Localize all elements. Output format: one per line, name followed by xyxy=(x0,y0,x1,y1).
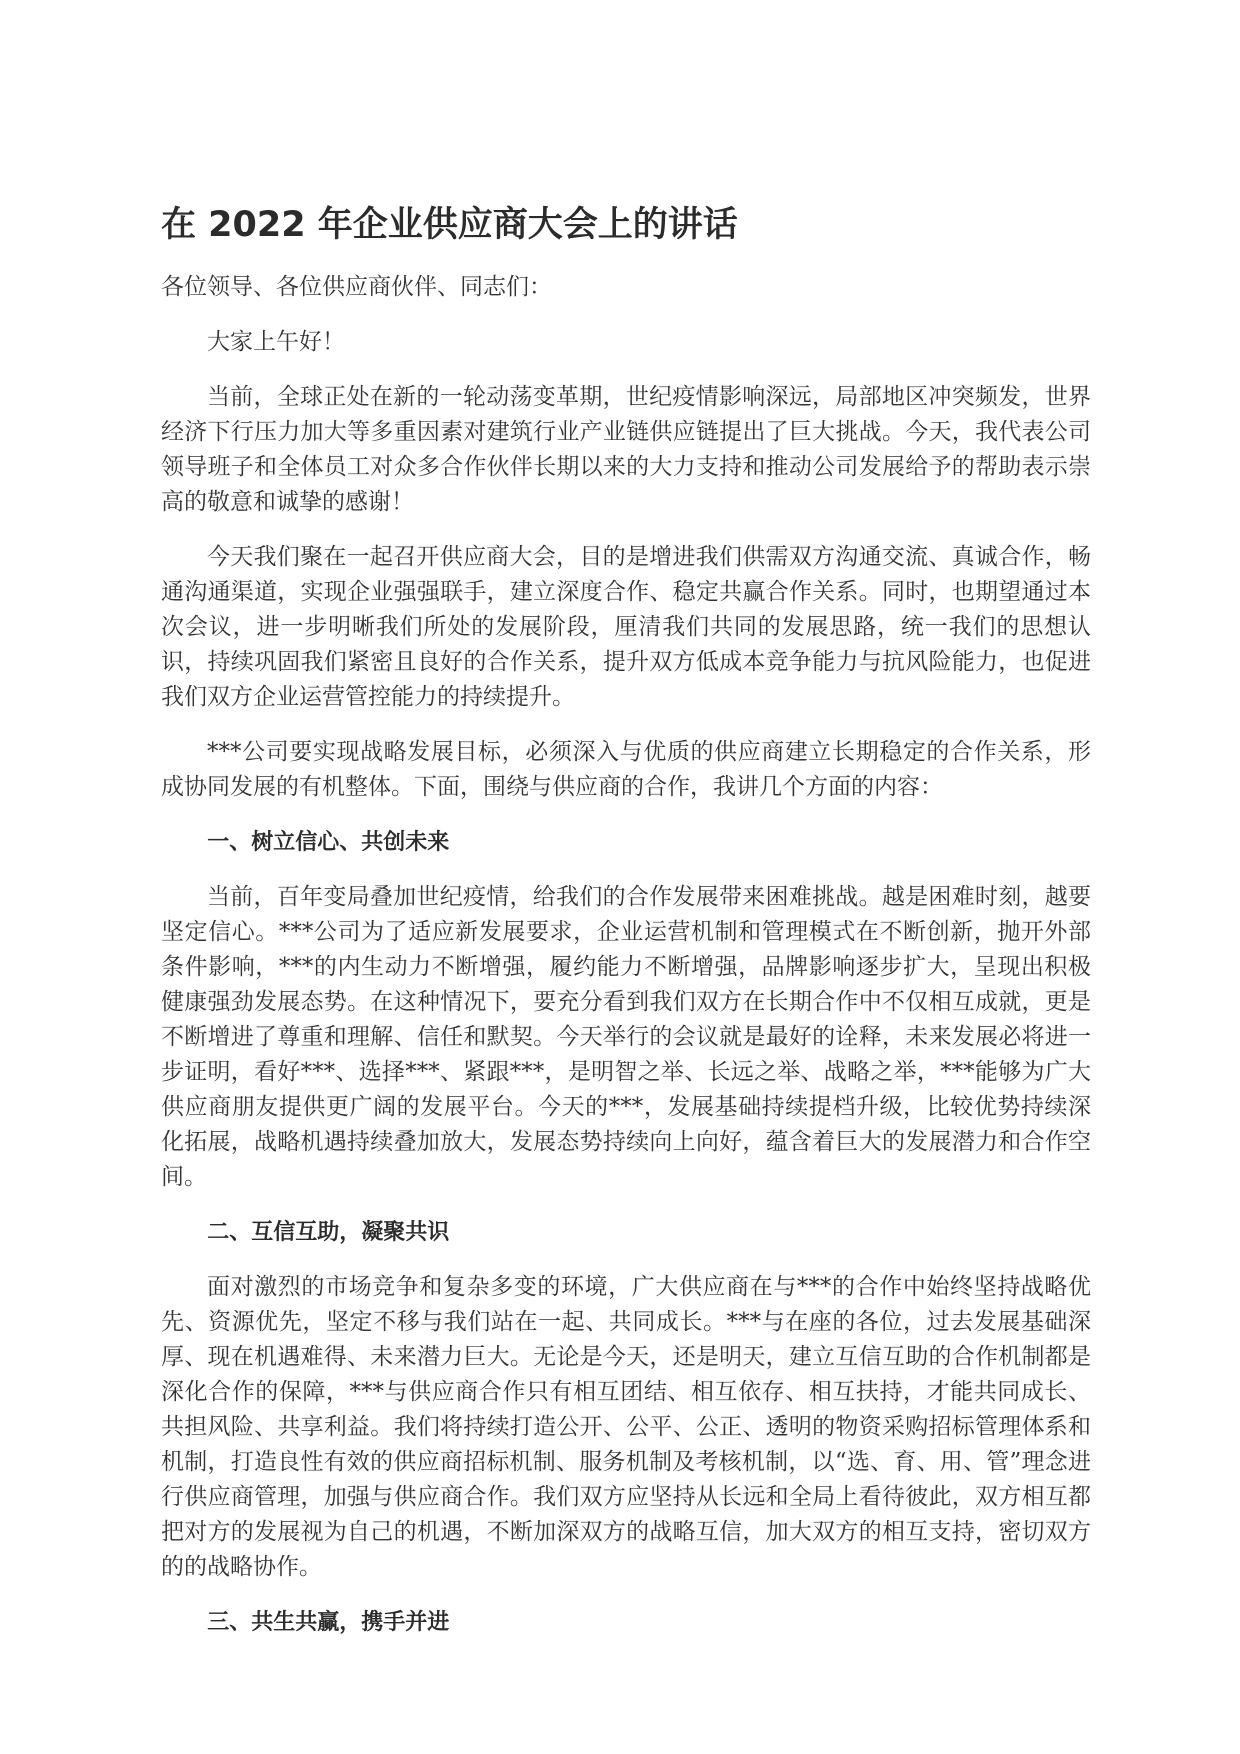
greeting: 大家上午好！ xyxy=(207,329,345,355)
section-heading-1: 一、树立信心、共创未来 xyxy=(207,830,450,855)
salutation: 各位领导、各位供应商伙伴、同志们： xyxy=(161,274,552,300)
section-body-2: 面对激烈的市场竞争和复杂多变的环境，广大供应商在与***的合作中始终坚持战略优先、资源优先，坚定不移与我们站在一起、共同成长。***与在座的各位，过去发展基础深厚、现在机遇难得、未来潜力巨大。无论是今天，还是明天，建立互信互助的合作机制都是深化合作的保障，***与供应商合作只有相互团结、相互依存、相互扶持，才能共同成长、共担风险、共享利益。我们将持续打造公开、公平、公正、透明的物资采购招标管理体系和机制，打造良性有效的供应商招标机制、服务机制及考核机制，以“选、育、用、管”理念进行供应商管理，加强与供应商合作。我们双方应坚持从长远和全局上看待彼此，双方相互都把对方的发展视为自己的机遇，不断加深双方的战略互信，加大双方的相互支持，密切双方的的战略协作。 xyxy=(161,1274,1091,1580)
intro-paragraph-3: ***公司要实现战略发展目标，必须深入与优质的供应商建立长期稳定的合作关系，形成协同发展的有机整体。下面，围绕与供应商的合作，我讲几个方面的内容： xyxy=(161,739,1091,800)
section-heading-2: 二、互信互助，凝聚共识 xyxy=(207,1220,450,1245)
document-title: 在 2022 年企业供应商大会上的讲话 xyxy=(161,205,738,245)
section-body-1: 当前，百年变局叠加世纪疫情，给我们的合作发展带来困难挑战。越是困难时刻，越要坚定信心。***公司为了适应新发展要求，企业运营机制和管理模式在不断创新，抛开外部条件影响，***的内生动力不断增强，履约能力不断增强，品牌影响逐步扩大，呈现出积极健康强劲发展态势。在这种情况下，要充分看到我们双方在长期合作中不仅相互成就，更是不断增进了尊重和理解、信任和默契。今天举行的会议就是最好的诠释，未来发展必将进一步证明，看好***、选择***、紧跟***，是明智之举、长远之举、战略之举，***能够为广大供应商朋友提供更广阔的发展平台。今天的***，发展基础持续提档升级，比较优势持续深化拓展，战略机遇持续叠加放大，发展态势持续向上向好，蕴含着巨大的发展潜力和合作空间。 xyxy=(161,884,1091,1190)
document-body xyxy=(161,200,1091,1660)
intro-paragraph-1: 当前，全球正处在新的一轮动荡变革期，世纪疫情影响深远，局部地区冲突频发，世界经济下行压力加大等多重因素对建筑行业产业链供应链提出了巨大挑战。今天，我代表公司领导班子和全体员工对众多合作伙伴长期以来的大力支持和推动公司发展给予的帮助表示崇高的敬意和诚挚的感谢！ xyxy=(161,384,1091,515)
section-heading-3: 三、共生共赢，携手并进 xyxy=(207,1610,450,1635)
intro-paragraph-2: 今天我们聚在一起召开供应商大会，目的是增进我们供需双方沟通交流、真诚合作，畅通沟通渠道，实现企业强强联手，建立深度合作、稳定共赢合作关系。同时，也期望通过本次会议，进一步明晰我们所处的发展阶段，厘清我们共同的发展思路，统一我们的思想认识，持续巩固我们紧密且良好的合作关系，提升双方低成本竞争能力与抗风险能力，也促进我们双方企业运营管控能力的持续提升。 xyxy=(161,544,1091,710)
